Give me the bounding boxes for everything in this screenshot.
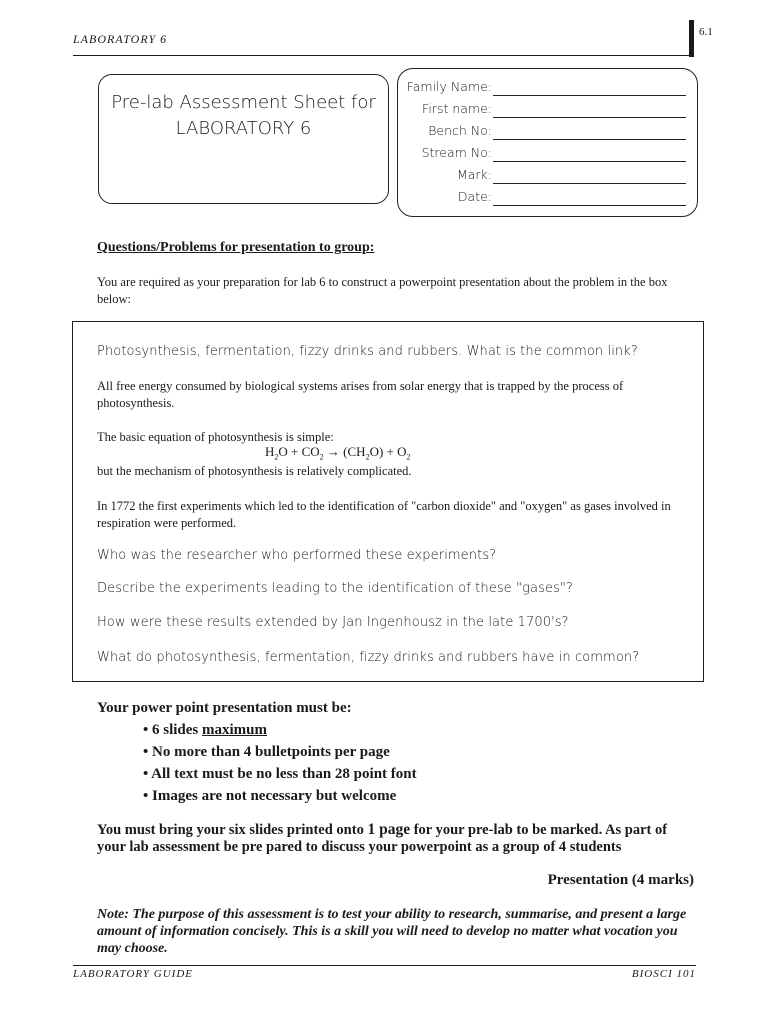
mark-row (398, 163, 697, 183)
date-label: Date: (457, 189, 492, 204)
page-marker-bar (689, 20, 694, 57)
date-field[interactable] (493, 205, 686, 206)
family-name-row (398, 75, 697, 95)
page-number: 6.1 (699, 26, 713, 38)
footer-right: BIOSCI 101 (631, 968, 696, 980)
paragraph-1772: In 1772 the first experiments which led to the identification of "carbon dioxide" and "oxygen" as gases involved in respiration were performed. (97, 499, 671, 530)
requirement-images: • Images are not necessary but welcome (143, 788, 397, 804)
main-question: Photosynthesis, fermentation, fizzy drinks and rubbers. What is the common link? (97, 344, 638, 359)
bench-no-label: Bench No: (428, 123, 492, 138)
question-common: What do photosynthesis, fermentation, fizzy drinks and rubbers have in common? (97, 650, 640, 665)
student-info-box (397, 68, 698, 217)
footer-rule (73, 965, 696, 966)
stream-no-label: Stream No: (421, 145, 492, 160)
header-rule (73, 55, 693, 56)
requirement-font: • All text must be no less than 28 point font (143, 766, 417, 782)
header-label: LABORATORY 6 (73, 32, 168, 46)
first-name-row (398, 97, 697, 117)
footer-left: LABORATORY GUIDE (73, 968, 193, 980)
paragraph-free-energy: All free energy consumed by biological systems arises from solar energy that is trapped by the process of photosynthesis. (97, 379, 624, 410)
bench-no-field[interactable] (493, 139, 686, 140)
assessment-note: Note: The purpose of this assessment is to test your ability to research, summarise, and present a large amount of information concisely. This is a skill you will need to develop no matter what vocation you may choose. (97, 907, 687, 956)
problem-box (72, 321, 704, 682)
intro-paragraph: You are required as your preparation for lab 6 to construct a powerpoint presentation about the problem in the box below: (97, 275, 668, 306)
requirement-bulletpoints: • No more than 4 bulletpoints per page (143, 744, 390, 760)
requirement-slides: • 6 slides maximum (143, 722, 268, 738)
stream-no-row (398, 141, 697, 161)
section-heading-colon: : (369, 240, 375, 255)
mark-label: Mark: (456, 167, 492, 182)
paragraph-equation-intro: The basic equation of photosynthesis is simple: (97, 430, 334, 444)
stream-no-field[interactable] (493, 161, 686, 162)
date-row (398, 185, 697, 205)
family-name-label: Family Name: (406, 79, 492, 94)
family-name-field[interactable] (493, 95, 686, 96)
section-heading-text: Questions/Problems for presentation to group (97, 240, 370, 255)
section-heading (97, 240, 374, 256)
question-researcher: Who was the researcher who performed these experiments? (97, 548, 497, 563)
bring-instructions: You must bring your six slides printed onto 1 page for your pre-lab to be marked. As part of your lab assessment be pre pared to discuss your powerpoint as a group of 4 students (97, 821, 668, 855)
mark-field[interactable] (493, 183, 686, 184)
title-line-1: Pre-lab Assessment Sheet for (111, 92, 376, 113)
first-name-field[interactable] (493, 117, 686, 118)
title-line-2: LABORATORY 6 (175, 118, 312, 139)
presentation-marks: Presentation (4 marks) (547, 872, 694, 888)
first-name-label: First name: (422, 101, 492, 116)
requirements-heading: Your power point presentation must be: (97, 700, 352, 716)
question-ingenhousz: How were these results extended by Jan Ingenhousz in the late 1700's? (97, 615, 569, 630)
title-box (98, 74, 389, 204)
paragraph-mechanism: but the mechanism of photosynthesis is relatively complicated. (97, 464, 412, 478)
question-experiments: Describe the experiments leading to the identification of these "gases"? (97, 581, 573, 596)
photosynthesis-equation: $H_2O + CO_2 \to (CH_2O) + O_2$ (265, 444, 411, 462)
bench-no-row (398, 119, 697, 139)
